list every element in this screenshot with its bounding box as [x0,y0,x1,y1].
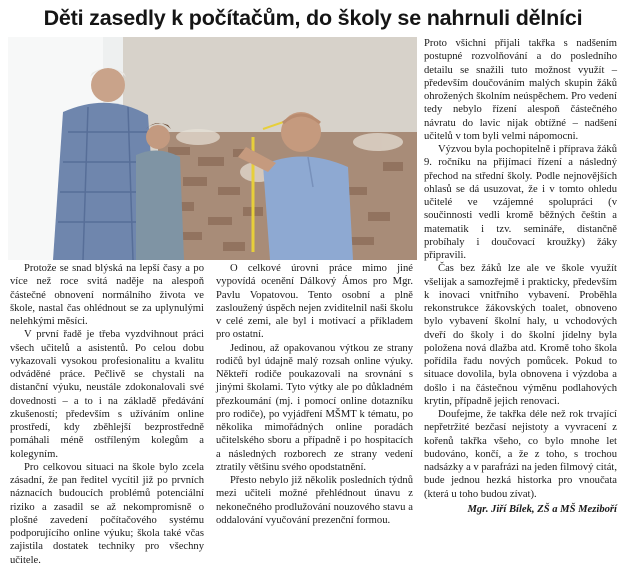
paragraph: Výzvou byla pochopitelně i příprava žáků 9. ročníku na přijímací řízení a následný přechod na střední školy. Podle nejnovějších ohlasů se dá usuzovat, že i v tomto ohledu učitelé ve vzájemné spolupráci (v součinnosti vedli kromě běžných češtin a matematik i tzv. semináře, distančně probíhaly i doučovací kroužky) žáky připravili. [424,144,617,261]
classroom-workers-photo-icon [8,37,417,260]
paragraph: Pro celkovou situaci na škole bylo zcela zásadní, že pan ředitel vycítil již po prvních náznacích budoucích problémů potenciální riziko a zasadil se až nekompromisně o plošné zavedení počítačového systému podporujícího online výuku; škola také včas zajistila dostatek techniky pro všechny učitele. [10,461,204,566]
paragraph: Proto všichni přijali takřka s nadšením postupné rozvolňování a do posledního detailu se snažili tuto možnost využít – především doučováním malých skupin žáků ohrožených školním neúspěchem. Pro vedení tedy nebylo řízení alespoň částečného návratu do lavic nijak obtížné – nadšení učitelů v tom byli velmi nápomocni. [424,38,617,142]
article-column-3 [424,37,617,516]
paragraph: Čas bez žáků lze ale ve škole využít všelijak a samozřejmě i prakticky, především k inovaci vnitřního vybavení. Proběhla rekonstrukce žákovských toalet, obnoveno bylo vybavení školní haly, u vchodových dveří do školy i do školní jídelny byla položena nová dlažba atd. Kromě toho škola pořídila řadu nových pomůcek. Pokud to situace dovolila, byla obnovena i výzdoba a došlo i na částečnou výměnu podlahových krytin, případně jejich renovaci. [424,263,617,407]
author-signature: Mgr. Jiří Bílek, ZŠ a MŠ Meziboří [467,503,617,515]
paragraph: O celkové úrovni práce mimo jiné vypovídá ocenění Dálkový Ámos pro Mgr. Pavlu Vopatovou. Tento osobní a plně zasloužený úspěch nejen zviditelnil naši školu v celé zemi, ale byl i motivací a příkladem pro ostatní. [216,263,413,341]
paragraph: Jedinou, až opakovanou výtkou ze strany rodičů byl údajně malý rozsah online výuky. Někteří rodiče poukazovali na srovnání s jinými školami. Tyto výtky ale po důkladném přezkoumání (mj. i pomocí online dotazníku pro rodiče), po vyjádření MŠMT k tématu, po několika mimořádných online poradách učitelského sboru a případně i po hospitacích a následných rozborech ze strany vedení ztratily většinu svého opodstatnění. [216,342,413,473]
paragraph: Přesto nebylo již několik posledních týdnů mezi učiteli možné přehlédnout únavu z nekonečného prodlužování nouzového stavu a oddalování vyučování prezenční formou. [216,475,413,526]
article-column-1 [10,262,204,567]
article-column-2 [216,262,413,527]
paragraph: V první řadě je třeba vyzdvihnout práci všech učitelů a asistentů. Po celou dobu vykazovali vysokou profesionalitu a kvalitu odváděné práce. Pečlivě se chystali na distanční výuku, neustále zdokonalovali své dovednosti – a to i na základě předávání zkušeností; především s užíváním online prostředí, kdy zběhlejší bezprostředně pomáhali méně ostříleným kolegům a kolegyním. [10,329,204,460]
article-title: Děti zasedly k počítačům, do školy se nahrnuli dělníci [43,6,583,30]
paragraph: Protože se snad blýská na lepší časy a po více než roce svitá naděje na alespoň částečné obnovení normálního života ve škole, nastal čas ohlédnout se za uplynulými nelehkými měsíci. [10,263,204,327]
paragraph: Doufejme, že takřka déle než rok trvající nepřetržité bezčasí nejistoty a vyvracení z kořenů takřka všeho, co bylo mnohe let budováno, končí, a že z toho, s trochou nadsázky a v parafrázi na jeden filmový citát, bude jednou hezká historka pro vnoučata (která u toho budou zívat). [424,409,617,500]
